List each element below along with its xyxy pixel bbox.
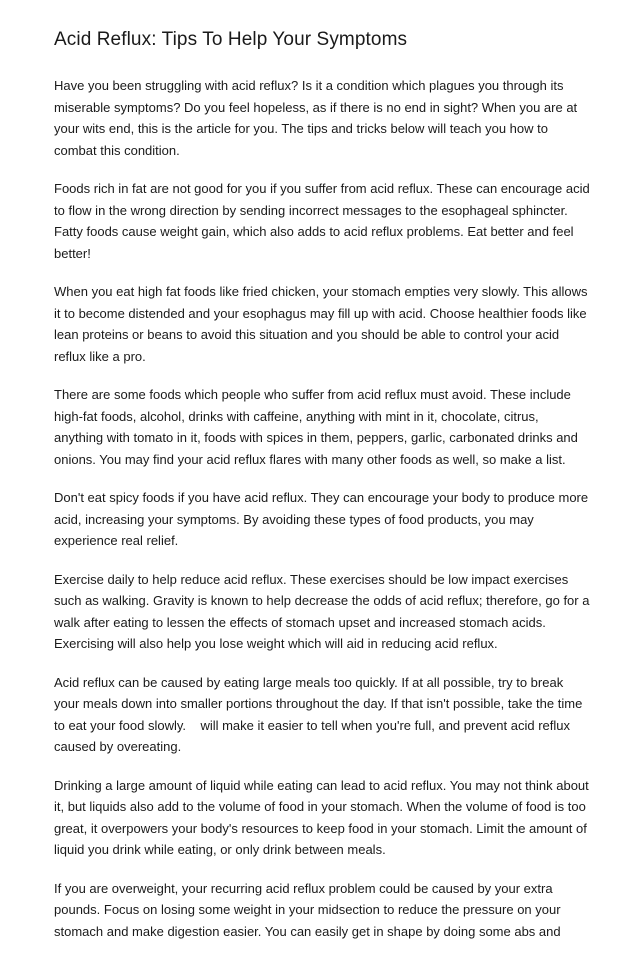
paragraph-3: When you eat high fat foods like fried chicken, your stomach empties very slowly. This allows it to become distended and your esophagus may fill up with acid. Choose healthier foods like lean proteins or beans to avoid this situation and you should be able to control your acid reflux like a pro. bbox=[54, 284, 588, 364]
paragraph-5: Don't eat spicy foods if you have acid reflux. They can encourage your body to produce more acid, increasing your symptoms. By avoiding these types of food products, you may experience real relief. bbox=[54, 490, 589, 548]
document-title: Acid Reflux: Tips To Help Your Symptoms bbox=[54, 29, 408, 50]
paragraph-6: Exercise daily to help reduce acid reflux. These exercises should be low impact exercises such as walking. Gravity is known to help decrease the odds of acid reflux; therefore, go for a walk after eating to lessen the effects of stomach upset and increased stomach acids. Exercising will also help you lose weight which will aid in reducing acid reflux. bbox=[54, 571, 590, 651]
paragraph-8: Drinking a large amount of liquid while eating can lead to acid reflux. You may not think about it, but liquids also add to the volume of food in your stomach. When the volume of food is too great, it overpowers your body's resources to keep food in your stomach. Limit the amount of liquid you drink while eating, or only drink between meals. bbox=[54, 777, 589, 857]
paragraph-7: Acid reflux can be caused by eating large meals too quickly. If at all possible, try to break your meals down into smaller portions throughout the day. If that isn't possible, take the time to eat your food slowly. will make it easier to tell when you're full, and prevent acid reflux caused by overeating. bbox=[54, 674, 586, 754]
document-page bbox=[54, 27, 590, 959]
paragraph-2: Foods rich in fat are not good for you if you suffer from acid reflux. These can encourage acid to flow in the wrong direction by sending incorrect messages to the esophageal sphincter. Fatty foods cause weight gain, which also adds to acid reflux problems. Eat better and feel better! bbox=[54, 181, 590, 261]
paragraph-1: Have you been struggling with acid reflux? Is it a condition which plagues you through its miserable symptoms? Do you feel hopeless, as if there is no end in sight? When you are at your wits end, this is the article for you. The tips and tricks below will teach you how to combat this condition. bbox=[54, 78, 578, 158]
paragraph-9: If you are overweight, your recurring acid reflux problem could be caused by your extra pounds. Focus on losing some weight in your midsection to reduce the pressure on your stomach and make digestion easier. You can easily get in shape by doing some abs and bbox=[54, 880, 561, 939]
paragraph-4: There are some foods which people who suffer from acid reflux must avoid. These include high-fat foods, alcohol, drinks with caffeine, anything with mint in it, chocolate, citrus, anything with tomato in it, foods with spices in them, peppers, garlic, carbonated drinks and onions. You may find your acid reflux flares with many other foods as well, so make a list. bbox=[54, 387, 578, 467]
